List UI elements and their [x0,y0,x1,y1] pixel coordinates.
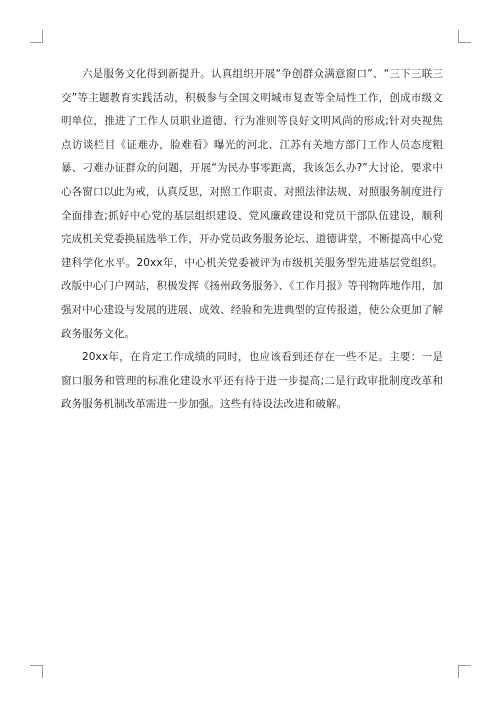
crop-mark-top-right [458,30,471,43]
paragraph-service-culture: 六是服务文化得到新提升。认真组织开展“争创群众满意窗口”、“三下三联三交”等主题教育实践活动，积极参与全国文明城市复查等全局性工作，创成市级文明单位，推进了工作人员职业道德、行为准则等良好文明风尚的形成;针对央视焦点访谈栏目《证难办，脸难看》曝光的河北、江苏有关地方部门工作人员态度粗暴、刁难办证群众的问题，开展“为民办事零距离，我该怎么办?”大讨论，要求中心各窗口以此为戒，认真反思，对照工作职责、对照法律法规、对照服务制度进行全面排查;抓好中心党的基层组织建设、党风廉政建设和党员干部队伍建设，顺利完成机关党委换届选举工作，开办党员政务服务论坛、道德讲堂，不断提高中心党建科学化水平。20xx年，中心机关党委被评为市级机关服务型先进基层党组织。改版中心门户网站，积极发挥《扬州政务服务》、《工作月报》等刊物阵地作用，加强对中心建设与发展的进展、成效、经验和先进典型的宣传报道，使公众更加了解政务服务文化。 [61,68,443,340]
paragraph-shortcomings: 20xx年，在肯定工作成绩的同时，也应该看到还存在一些不足。主要：一是窗口服务和管理的标准化建设水平还有待于进一步提高;二是行政审批制度改革和政务服务机制改革需进一步加强。这些有待设法改进和破解。 [61,351,443,411]
document-body [61,63,443,417]
crop-mark-bottom-left [30,665,43,678]
crop-mark-top-left [30,30,43,43]
crop-mark-bottom-right [458,665,471,678]
